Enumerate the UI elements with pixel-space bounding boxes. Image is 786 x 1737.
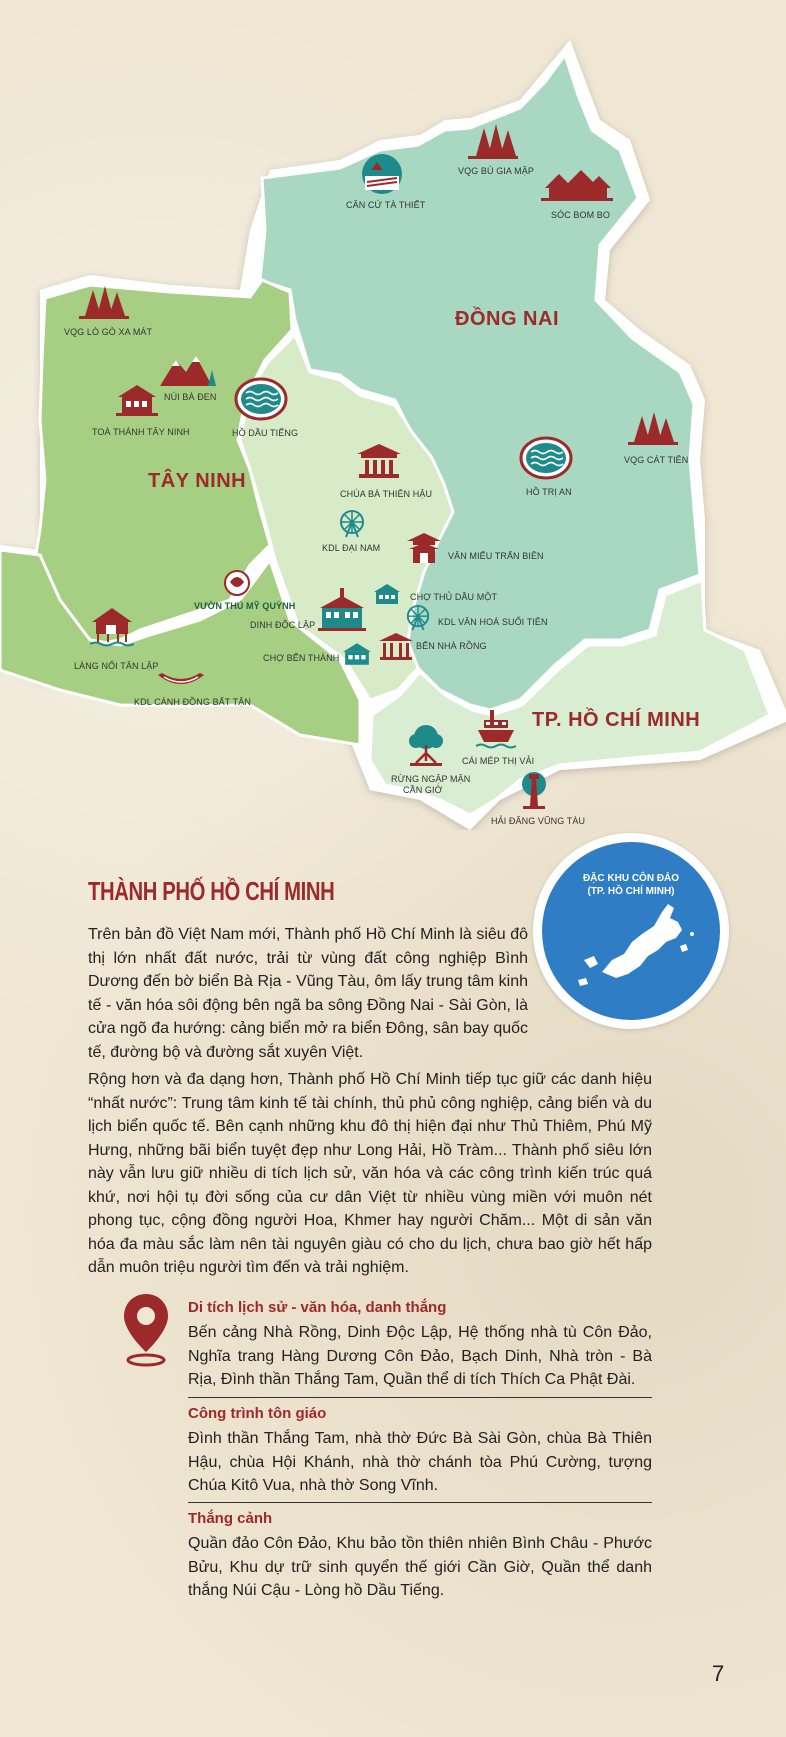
boat-icon xyxy=(156,669,206,691)
category-title: Di tích lịch sử - văn hóa, danh thắng xyxy=(188,1299,447,1316)
place-label: KDL ĐẠI NAM xyxy=(322,543,381,553)
place-label: BẾN NHÀ RỒNG xyxy=(416,641,487,651)
page-number: 7 xyxy=(712,1661,725,1686)
place-label: CHỢ BẾN THÀNH xyxy=(263,653,340,663)
place-label: DINH ĐỘC LẬP xyxy=(250,620,316,630)
place-label: KDL VĂN HOÁ SUỐI TIÊN xyxy=(438,617,548,627)
province-label-dong-nai: ĐỒNG NAI xyxy=(455,308,559,330)
place-label: LÀNG NỔI TÂN LẬP xyxy=(74,661,159,671)
place-label: CHỢ THỦ DẦU MỘT xyxy=(410,592,498,602)
market-icon xyxy=(374,584,400,604)
mangrove-icon xyxy=(406,723,446,769)
place-label: VQG LÒ GÒ XA MÁT xyxy=(64,327,153,337)
category-text: Quần đảo Côn Đảo, Khu bảo tồn thiên nhiên Bình Châu - Phước Bửu, Khu dự trữ sinh quyển thế giới Cần Giờ, Quần thể danh thắng Núi Cậu - Lòng hồ Dầu Tiếng. xyxy=(188,1535,652,1599)
forest-icon xyxy=(79,284,129,322)
province-label-hcm: TP. HỒ CHÍ MINH xyxy=(532,709,701,731)
divider xyxy=(188,1502,652,1503)
stilt-house-icon xyxy=(90,606,134,648)
zoo-icon xyxy=(224,570,250,596)
category-text: Đình thần Thắng Tam, nhà thờ Đức Bà Sài Gòn, chùa Bà Thiên Hậu, chùa Hội Khánh, nhà thờ chánh tòa Phú Cường, tượng Chúa Kitô Vua, nhà thờ Song Vĩnh. xyxy=(188,1430,652,1494)
lake-icon xyxy=(519,436,573,480)
con-dao-map xyxy=(542,842,720,1020)
regional-map xyxy=(0,0,786,830)
place-label: SÓC BOM BO xyxy=(551,210,611,220)
place-label: KDL CÁNH ĐỒNG BẤT TẬN xyxy=(134,697,251,707)
place-label: CHÙA BÀ THIÊN HẬU xyxy=(340,489,433,499)
con-dao-island-shape xyxy=(542,842,720,1020)
place-label: CÁI MÉP THỊ VẢI xyxy=(462,756,535,766)
intro-paragraph: Trên bản đồ Việt Nam mới, Thành phố Hồ Chí Minh là siêu đô thị lớn nhất đất nước, trải từ vùng đất công nghiệp Bình Dương đến bờ biển Bà Rịa - Vũng Tàu, ôm lấy trung tâm kinh tế - văn hóa sôi động bên ngã ba sông Đồng Nai - Sài Gòn, là cửa ngõ đa hướng: cảng biển mở ra biển Đông, sân bay quốc tế, đường bộ và đường sắt xuyên Việt. xyxy=(88,926,529,1061)
place-label: TOÀ THÁNH TÂY NINH xyxy=(92,427,190,437)
place-label: RỪNG NGẬP MẶN xyxy=(391,774,471,784)
category-title: Công trình tôn giáo xyxy=(188,1405,327,1422)
mountain-icon xyxy=(160,352,218,388)
palace-icon xyxy=(318,588,366,632)
place-label: HỒ TRỊ AN xyxy=(526,487,572,497)
museum-icon xyxy=(379,631,413,661)
place-label: VĂN MIẾU TRẤN BIÊN xyxy=(448,551,544,561)
location-pin-icon xyxy=(121,1292,171,1372)
ship-icon xyxy=(476,708,516,750)
category-title: Thắng cảnh xyxy=(188,1510,273,1527)
lake-icon xyxy=(234,377,288,421)
divider xyxy=(188,1397,652,1398)
place-label: CĂN CỨ TÀ THIẾT xyxy=(346,200,426,210)
place-label: VƯỜN THÚ MỸ QUỲNH xyxy=(194,601,296,611)
forest-icon xyxy=(468,122,518,162)
place-label: VQG CÁT TIÊN xyxy=(624,455,689,465)
con-dao-title-line1: ĐẶC KHU CÔN ĐẢO xyxy=(582,873,680,884)
province-label-tay-ninh: TÂY NINH xyxy=(148,470,247,492)
place-label: HỒ DẦU TIẾNG xyxy=(232,428,299,438)
temple-gate-icon xyxy=(405,531,443,567)
con-dao-inset xyxy=(533,833,729,1029)
ferris-wheel-icon xyxy=(338,509,366,539)
detail-paragraph: Rộng hơn và đa dạng hơn, Thành phố Hồ Chí Minh tiếp tục giữ các danh hiệu “nhất nước”: Trung tâm kinh tế tài chính, thủ phủ công nghiệp, cảng biển và du lịch biển quốc tế. Bên cạnh những khu đô thị hiện đại như Thủ Thiêm, Phú Mỹ Hưng, những bãi biển tuyệt đẹp như Long Hải, Hồ Tràm... Thành phố siêu lớn này vẫn lưu giữ nhiều di tích lịch sử, văn hóa và các công trình kiến trúc quá khứ, nơi hội tụ đời sống của cư dân Việt từ nhiều vùng miền với muôn nét phong tục, cộng đồng người Hoa, Khmer hay người Chăm... Một di sản văn hóa đa màu sắc làm nên tài nguyên giàu có cho du lịch, chưa bao giờ hết hấp dẫn muôn triệu người tìm đến và trải nghiệm. xyxy=(88,1071,652,1276)
place-label: CẦN GIỜ xyxy=(403,785,443,795)
pagoda-icon xyxy=(357,442,401,480)
lighthouse-icon xyxy=(517,770,551,810)
category-text: Bến cảng Nhà Rồng, Dinh Độc Lập, Hệ thống nhà tù Côn Đảo, Nghĩa trang Hàng Dương Côn Đảo, Bạch Dinh, Nhà tròn - Bà Rịa, Đình thần Thắng Tam, Quần thể di tích Thích Ca Phật Đài. xyxy=(188,1324,652,1388)
section-title: THÀNH PHỐ HỒ CHÍ MINH xyxy=(88,876,335,906)
con-dao-title-line2: (TP. HỒ CHÍ MINH) xyxy=(587,886,675,897)
place-label: HẢI ĐĂNG VŨNG TÀU xyxy=(491,816,586,826)
place-label: NÚI BÀ ĐEN xyxy=(164,392,217,402)
forest-icon xyxy=(628,410,678,448)
place-label: VQG BÙ GIA MẬP xyxy=(458,166,534,176)
market-icon xyxy=(343,643,371,665)
village-icon xyxy=(541,168,613,206)
temple-icon xyxy=(116,383,158,419)
farm-icon xyxy=(357,152,407,196)
ferris-wheel-icon xyxy=(405,604,431,632)
